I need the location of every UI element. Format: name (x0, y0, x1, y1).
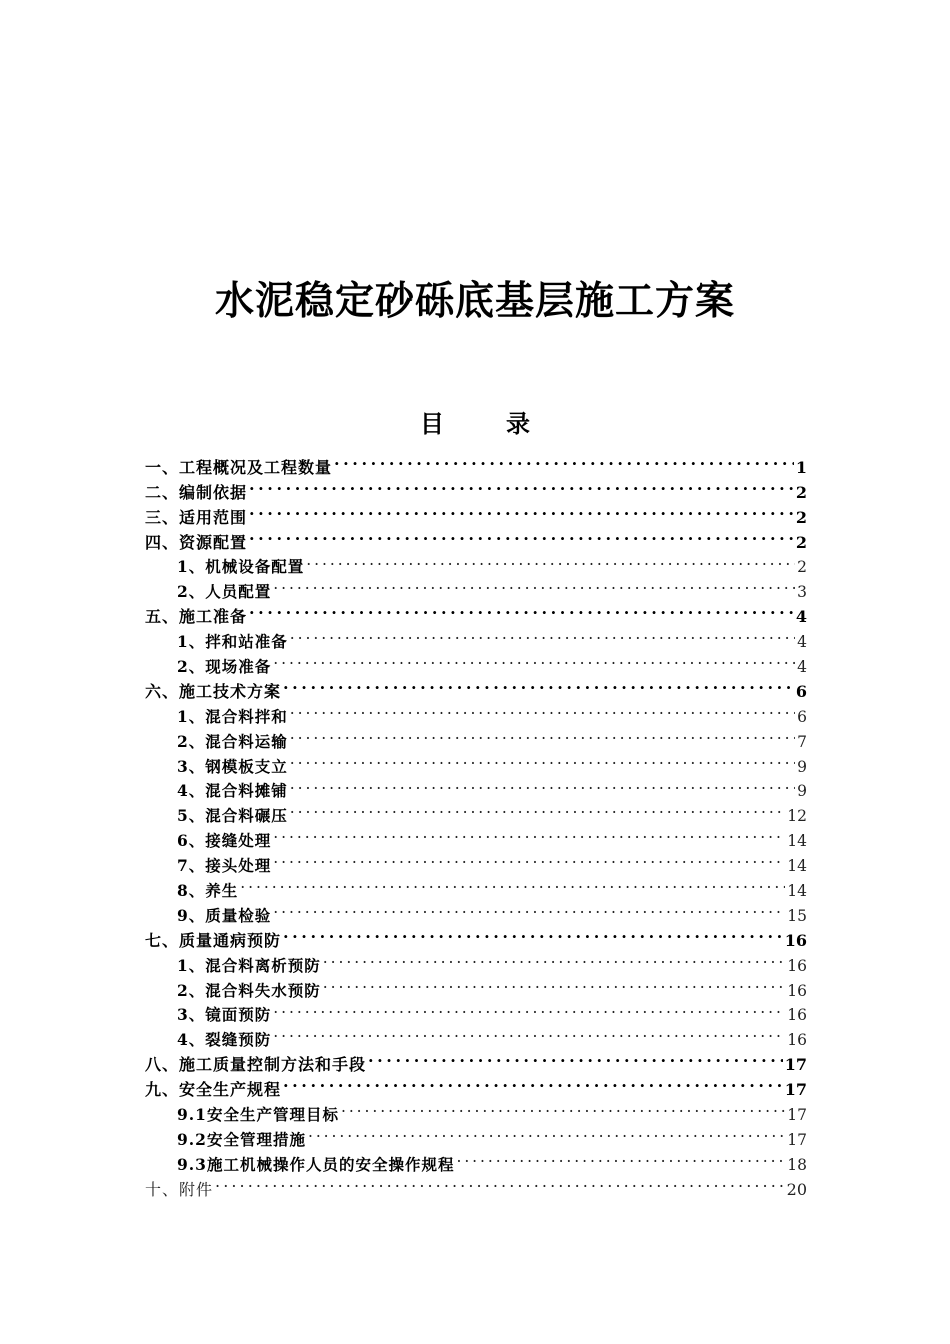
toc-entry-label: 8、养生 (177, 881, 239, 901)
toc-leader-dots (290, 722, 795, 747)
toc-entry-page: 17 (784, 1055, 807, 1075)
toc-entry-label: 四、资源配置 (145, 532, 248, 552)
toc-entry-page: 2 (795, 532, 807, 552)
toc-entry-page: 9 (797, 757, 807, 776)
toc-leader-dots (283, 1070, 783, 1095)
toc-leader-dots (273, 821, 785, 846)
toc-entry-page: 1 (795, 457, 807, 477)
toc-entry-page: 18 (787, 1155, 807, 1174)
toc-entry-page: 4 (795, 607, 807, 627)
toc-leader-dots (273, 846, 785, 871)
toc-leader-dots (249, 498, 794, 523)
toc-leader-dots (290, 747, 795, 772)
toc-leader-dots (283, 921, 783, 946)
toc-entry-page: 17 (784, 1080, 807, 1100)
toc-entry[interactable] (145, 896, 807, 925)
toc-entry-page: 2 (795, 482, 807, 502)
toc-leader-dots (215, 1170, 785, 1195)
toc-entry-label: 二、编制依据 (145, 482, 248, 502)
toc-entry[interactable] (145, 448, 807, 477)
toc-entry-label: 9、质量检验 (177, 905, 272, 925)
toc-entry-page: 4 (797, 658, 807, 677)
toc-leader-dots (308, 1120, 785, 1145)
toc-leader-dots (249, 473, 794, 498)
toc-leader-dots (249, 597, 794, 622)
toc-entry-page: 2 (795, 507, 807, 527)
toc-entry-label: 5、混合料碾压 (177, 806, 288, 826)
toc-entry-label: 3、镜面预防 (177, 1005, 272, 1025)
toc-entry-label: 2、现场准备 (177, 657, 272, 677)
toc-entry[interactable] (145, 1170, 807, 1199)
toc-leader-dots (249, 523, 794, 548)
toc-entry-label: 9.1安全生产管理目标 (177, 1105, 339, 1125)
toc-entry-page: 14 (787, 832, 807, 851)
toc-entry-page: 16 (787, 1006, 807, 1025)
toc-entry-label: 六、施工技术方案 (145, 681, 282, 701)
toc-entry-page: 16 (787, 956, 807, 975)
toc-leader-dots (323, 946, 785, 971)
toc-entry-label: 七、质量通病预防 (145, 930, 282, 950)
toc-leader-dots (456, 1145, 785, 1170)
toc-entry-page: 4 (797, 633, 807, 652)
toc-leader-dots (341, 1095, 785, 1120)
toc-heading-right: 录 (506, 410, 530, 438)
toc-entry-label: 2、混合料运输 (177, 731, 288, 751)
toc-leader-dots (368, 1045, 783, 1070)
toc-leader-dots (273, 896, 785, 921)
toc-entry-page: 16 (787, 1031, 807, 1050)
toc-entry-page: 16 (787, 981, 807, 1000)
toc-leader-dots (334, 448, 794, 473)
toc-entry-label: 十、附件 (145, 1179, 214, 1199)
toc-leader-dots (290, 622, 795, 647)
toc-leader-dots (240, 871, 785, 896)
toc-entry-page: 9 (797, 782, 807, 801)
toc-heading-left: 目 (420, 410, 444, 438)
toc-entry-label: 1、拌和站准备 (177, 632, 288, 652)
toc-leader-dots (273, 572, 795, 597)
toc-entry-page: 6 (795, 681, 807, 701)
toc-entry-label: 1、混合料离析预防 (177, 955, 321, 975)
toc-entry-label: 2、混合料失水预防 (177, 980, 321, 1000)
toc-entry-label: 八、施工质量控制方法和手段 (145, 1055, 367, 1075)
toc-entry-page: 12 (787, 807, 807, 826)
toc-entry-label: 五、施工准备 (145, 607, 248, 627)
toc-leader-dots (273, 996, 785, 1021)
toc-entry-page: 14 (787, 857, 807, 876)
toc-entry-label: 4、裂缝预防 (177, 1030, 272, 1050)
toc-entry-page: 20 (786, 1179, 807, 1199)
toc-entry-page: 17 (787, 1130, 807, 1149)
toc-entry-label: 1、机械设备配置 (177, 557, 305, 577)
toc-entry-page: 7 (797, 732, 807, 751)
toc-entry-label: 三、适用范围 (145, 507, 248, 527)
toc-entry-page: 6 (797, 707, 807, 726)
toc-entry-page: 16 (784, 930, 807, 950)
toc-leader-dots (273, 1020, 785, 1045)
toc-entry-label: 9.2安全管理措施 (177, 1129, 306, 1149)
toc-entry-label: 九、安全生产规程 (145, 1080, 282, 1100)
toc-entry-label: 3、钢模板支立 (177, 756, 288, 776)
toc-entry-label: 4、混合料摊铺 (177, 781, 288, 801)
toc-leader-dots (323, 971, 785, 996)
toc-leader-dots (290, 796, 785, 821)
toc-entry-page: 2 (797, 558, 807, 577)
toc-entry-label: 2、人员配置 (177, 582, 272, 602)
table-of-contents (145, 448, 807, 1199)
toc-entry-label: 7、接头处理 (177, 856, 272, 876)
toc-entry-label: 一、工程概况及工程数量 (145, 457, 333, 477)
toc-leader-dots (290, 772, 795, 797)
toc-entry-page: 3 (797, 583, 807, 602)
toc-entry-page: 14 (787, 882, 807, 901)
toc-entry-page: 17 (787, 1106, 807, 1125)
toc-leader-dots (306, 548, 795, 573)
document-title: 水泥稳定砂砾底基层施工方案 (214, 279, 735, 324)
toc-entry-label: 6、接缝处理 (177, 831, 272, 851)
toc-leader-dots (290, 697, 795, 722)
toc-entry[interactable] (145, 871, 807, 901)
toc-leader-dots (283, 672, 794, 697)
toc-entry-label: 1、混合料拌和 (177, 706, 288, 726)
toc-entry-label: 9.3施工机械操作人员的安全操作规程 (177, 1154, 455, 1174)
toc-entry-page: 15 (787, 906, 807, 925)
toc-heading (0, 402, 950, 446)
toc-leader-dots (273, 647, 795, 672)
